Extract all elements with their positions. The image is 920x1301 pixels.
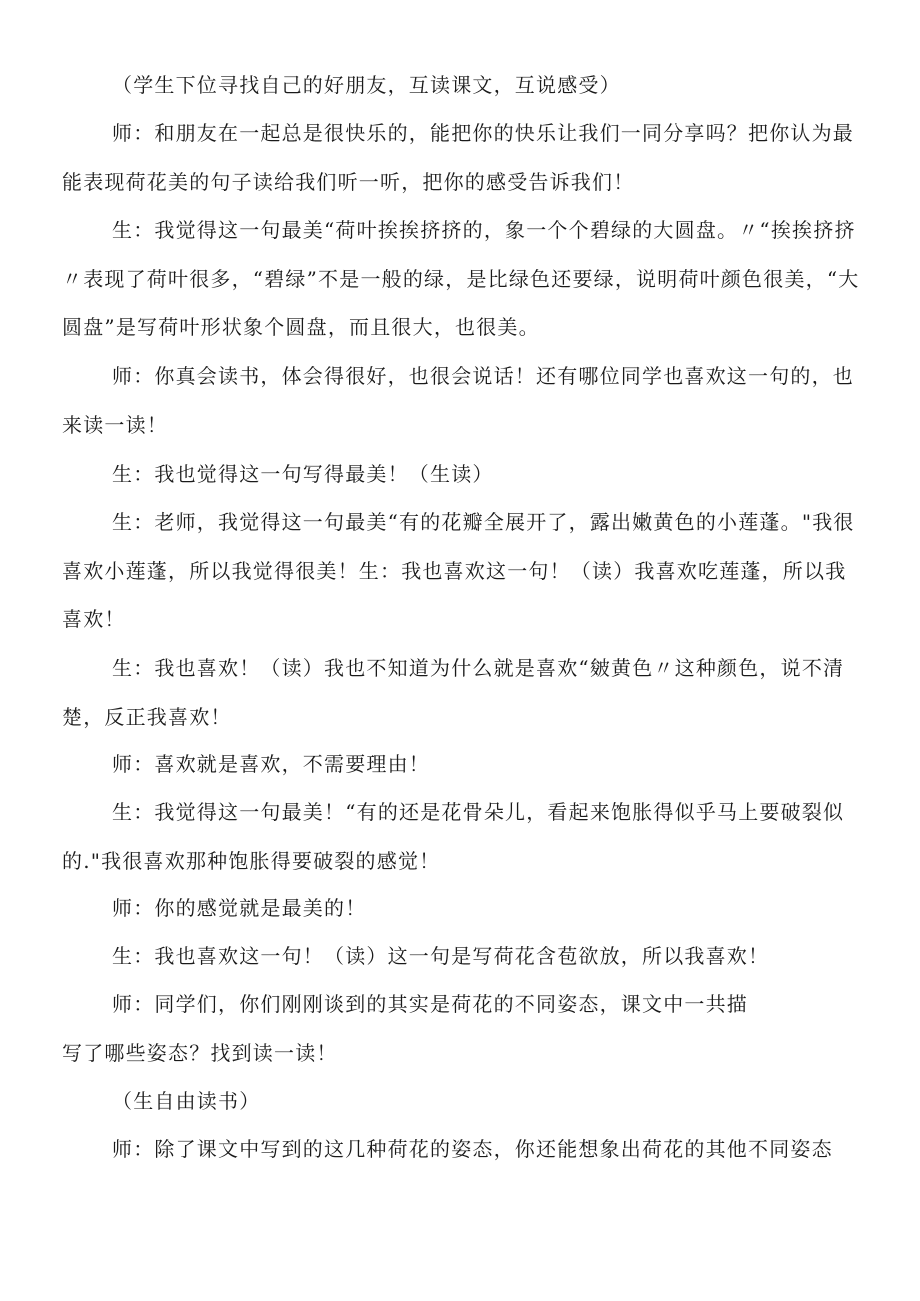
paragraph-teacher-3: 师：喜欢就是喜欢，不需要理由！ [112, 752, 430, 776]
paragraph-teacher-6: 师：除了课文中写到的这几种荷花的姿态，你还能想象出荷花的其他不同姿态 [112, 1137, 833, 1161]
paragraph-student-5: 生：我觉得这一句最美！“有的还是花骨朵儿，看起来饱胀得似乎马上要破裂似的."我很喜欢那种饱胀得要破裂的感觉！ [62, 800, 845, 873]
paragraph-teacher-2: 师：你真会读书，体会得很好，也很会说话！还有哪位同学也喜欢这一句的，也来读一读！ [62, 364, 854, 437]
paragraph-teacher-1: 师：和朋友在一起总是很快乐的，能把你的快乐让我们一同分享吗？把你认为最能表现荷花美的句子读给我们听一听，把你的感受告诉我们！ [62, 121, 854, 194]
paragraph-stage-direction-2: （生自由读书） [112, 1089, 261, 1113]
paragraph-stage-direction-1: （学生下位寻找自己的好朋友，互读课文，互说感受） [112, 73, 621, 97]
paragraph-teacher-5: 师：同学们，你们刚刚谈到的其实是荷花的不同姿态，课文中一共描写了哪些姿态？找到读一读！ [62, 992, 748, 1065]
paragraph-student-4: 生：我也喜欢！（读）我也不知道为什么就是喜欢“皴黄色〃这种颜色，说不清楚，反正我喜欢！ [62, 656, 845, 729]
paragraph-student-6: 生：我也喜欢这一句！（读）这一句是写荷花含苞欲放，所以我喜欢！ [112, 944, 770, 968]
paragraph-student-1: 生：我觉得这一句最美“荷叶挨挨挤挤的，象一个个碧绿的大圆盘。〃“挨挨挤挤〃表现了荷叶很多，“碧绿”不是一般的绿，是比绿色还要绿，说明荷叶颜色很美，“大圆盘”是写荷叶形状象个圆盘，而且很大，也很美。 [62, 218, 860, 339]
paragraph-student-3: 生：老师，我觉得这一句最美“有的花瓣全展开了，露出嫩黄色的小莲蓬。"我很喜欢小莲蓬，所以我觉得很美！生：我也喜欢这一句！（读）我喜欢吃莲蓬，所以我喜欢！ [62, 510, 855, 631]
paragraph-teacher-4: 师：你的感觉就是最美的！ [112, 896, 367, 920]
paragraph-student-2: 生：我也觉得这一句写得最美！（生读） [112, 462, 494, 486]
